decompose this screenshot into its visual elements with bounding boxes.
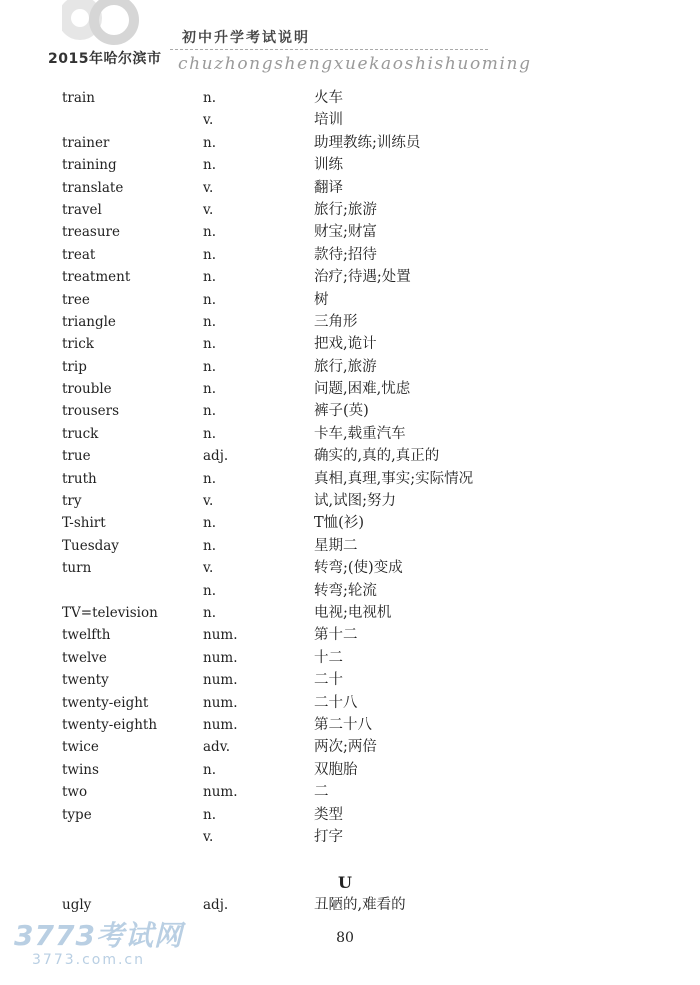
vocab-meaning: 助理教练;训练员 [314,134,421,151]
vocab-meaning: 火车 [314,90,343,106]
vocab-part-of-speech: n. [203,806,216,823]
vocab-word: triangle [62,313,116,330]
vocab-part-of-speech: adv. [203,739,231,756]
vocab-row [0,624,700,646]
vocab-row [0,557,700,579]
vocab-part-of-speech: n. [203,134,216,151]
vocab-part-of-speech: v. [203,112,214,129]
vocab-row [0,378,700,400]
vocab-meaning: 问题,困难,忧虑 [314,381,411,398]
vocab-word: T-shirt [62,515,106,532]
watermark-main-text: 3773考试网 [14,919,183,952]
vocab-word: twelfth [62,627,111,644]
vocab-row [0,333,700,355]
vocab-part-of-speech: num. [203,694,238,711]
vocab-part-of-speech: num. [203,627,238,644]
vocab-row [0,132,700,154]
vocab-word: trip [62,358,87,375]
vocab-part-of-speech: adj. [203,897,229,913]
page-header [0,0,700,90]
vocab-word: ugly [62,897,92,913]
vocab-row [0,289,700,311]
vocab-row [0,490,700,512]
vocab-row [0,804,700,826]
vocab-meaning: 试,试图;努力 [314,493,396,510]
vocab-word: twenty [62,672,109,689]
watermark-logo [14,920,183,968]
vocab-word: train [62,90,95,106]
vocab-row [0,266,700,288]
vocab-part-of-speech: n. [203,537,216,554]
vocab-part-of-speech: n. [203,604,216,621]
vocab-meaning: 第十二 [314,627,358,644]
section-letter-heading: U [338,873,352,892]
header-title: 初中升学考试说明 [182,30,310,46]
vocab-row [0,400,700,422]
vocab-meaning: 确实的,真的,真正的 [314,448,440,465]
vocab-meaning: 治疗;待遇;处置 [314,269,411,286]
vocab-word: treatment [62,269,131,286]
vocab-meaning: 把戏,诡计 [314,336,377,353]
vocab-meaning: 类型 [314,806,343,823]
vocab-word: twice [62,739,99,756]
vocab-part-of-speech: n. [203,224,216,241]
vocab-row [0,692,700,714]
vocab-meaning: 翻译 [314,179,343,196]
vocab-meaning: 星期二 [314,537,358,554]
vocab-part-of-speech: n. [203,761,216,778]
vocab-row [0,356,700,378]
vocab-part-of-speech: num. [203,649,238,666]
vocab-part-of-speech: n. [203,403,216,420]
vocab-word: twins [62,761,99,778]
vocab-part-of-speech: n. [203,246,216,263]
vocab-meaning: 培训 [314,112,343,129]
vocab-word: type [62,806,92,823]
vocab-meaning: 三角形 [314,313,358,330]
vocab-meaning: 真相,真理,事实;实际情况 [314,470,474,487]
vocab-part-of-speech: n. [203,336,216,353]
vocab-row [0,647,700,669]
vocab-row [0,154,700,176]
vocab-row [0,445,700,467]
vocab-row [0,781,700,803]
vocab-meaning: 树 [314,291,329,308]
vocab-part-of-speech: n. [203,90,216,106]
vocab-row [0,244,700,266]
vocab-word: true [62,448,91,465]
vocab-part-of-speech: n. [203,269,216,286]
vocab-word: trouble [62,381,112,398]
vocab-row [0,87,700,109]
vocab-meaning: 训练 [314,157,343,174]
vocab-word: trick [62,336,94,353]
vocab-word: twelve [62,649,107,666]
vocab-word: twenty-eight [62,694,149,711]
vocab-row [0,221,700,243]
vocab-part-of-speech: v. [203,560,214,577]
vocab-part-of-speech: num. [203,716,238,733]
vocab-meaning: 转弯;(使)变成 [314,560,403,577]
vocab-part-of-speech: n. [203,358,216,375]
vocab-word: two [62,784,88,801]
vocab-part-of-speech: num. [203,672,238,689]
year-city-label: 2015年哈尔滨市 [48,51,162,67]
vocab-meaning: 裤子(英) [314,403,369,420]
vocab-meaning: 电视;电视机 [314,604,392,621]
vocab-part-of-speech: v. [203,493,214,510]
vocab-row [0,512,700,534]
vocab-word: translate [62,179,124,196]
vocab-row [0,602,700,624]
vocab-meaning: 款待;招待 [314,246,377,263]
vocab-meaning: 二十八 [314,694,358,711]
vocab-part-of-speech: v. [203,201,214,218]
vocab-part-of-speech: num. [203,784,238,801]
vocab-row [0,894,700,916]
vocab-word: TV=television [62,604,158,621]
vocab-meaning: T恤(衫) [314,515,364,532]
vocab-row [0,759,700,781]
vocab-row [0,714,700,736]
vocab-row [0,669,700,691]
vocab-word: travel [62,201,102,218]
vocab-word: treasure [62,224,120,241]
header-pinyin: chuzhongshengxuekaoshishuoming [178,54,532,74]
vocab-part-of-speech: adj. [203,448,229,465]
vocabulary-list [0,87,700,848]
vocab-word: treat [62,246,96,263]
vocab-part-of-speech: n. [203,381,216,398]
page-number: 80 [336,930,354,946]
vocab-word: turn [62,560,92,577]
vocab-row [0,177,700,199]
vocab-meaning: 旅行,旅游 [314,358,377,375]
vocab-meaning: 打字 [314,828,343,845]
vocab-meaning: 卡车,载重汽车 [314,425,406,442]
header-divider [170,49,488,50]
vocabulary-list-u [0,894,700,916]
vocab-word: truck [62,425,99,442]
vocab-meaning: 二 [314,784,329,801]
vocab-row [0,580,700,602]
vocab-word: twenty-eighth [62,716,158,733]
vocab-part-of-speech: v. [203,828,214,845]
vocab-row [0,826,700,848]
vocab-part-of-speech: n. [203,157,216,174]
vocab-row [0,423,700,445]
vocab-word: tree [62,291,90,308]
vocab-meaning: 转弯;轮流 [314,582,377,599]
vocab-meaning: 财宝;财富 [314,224,377,241]
vocab-word: try [62,493,82,510]
vocab-row [0,311,700,333]
vocab-meaning: 两次;两倍 [314,739,377,756]
vocab-part-of-speech: v. [203,179,214,196]
vocab-meaning: 旅行;旅游 [314,201,377,218]
vocab-meaning: 十二 [314,649,343,666]
vocab-meaning: 第二十八 [314,716,372,733]
vocab-part-of-speech: n. [203,313,216,330]
vocab-word: trousers [62,403,119,420]
vocab-part-of-speech: n. [203,291,216,308]
watermark-url-text: 3773.com.cn [32,952,145,968]
vocab-row [0,199,700,221]
vocab-row [0,468,700,490]
vocab-part-of-speech: n. [203,470,216,487]
vocab-meaning: 双胞胎 [314,761,358,778]
vocab-meaning: 二十 [314,672,343,689]
vocab-part-of-speech: n. [203,515,216,532]
vocab-part-of-speech: n. [203,582,216,599]
vocab-word: trainer [62,134,110,151]
vocab-part-of-speech: n. [203,425,216,442]
vocab-row [0,109,700,131]
vocab-meaning: 丑陋的,难看的 [314,897,406,913]
vocab-word: truth [62,470,97,487]
vocab-word: Tuesday [62,537,119,554]
vocab-word: training [62,157,117,174]
vocab-row [0,535,700,557]
vocab-row [0,736,700,758]
